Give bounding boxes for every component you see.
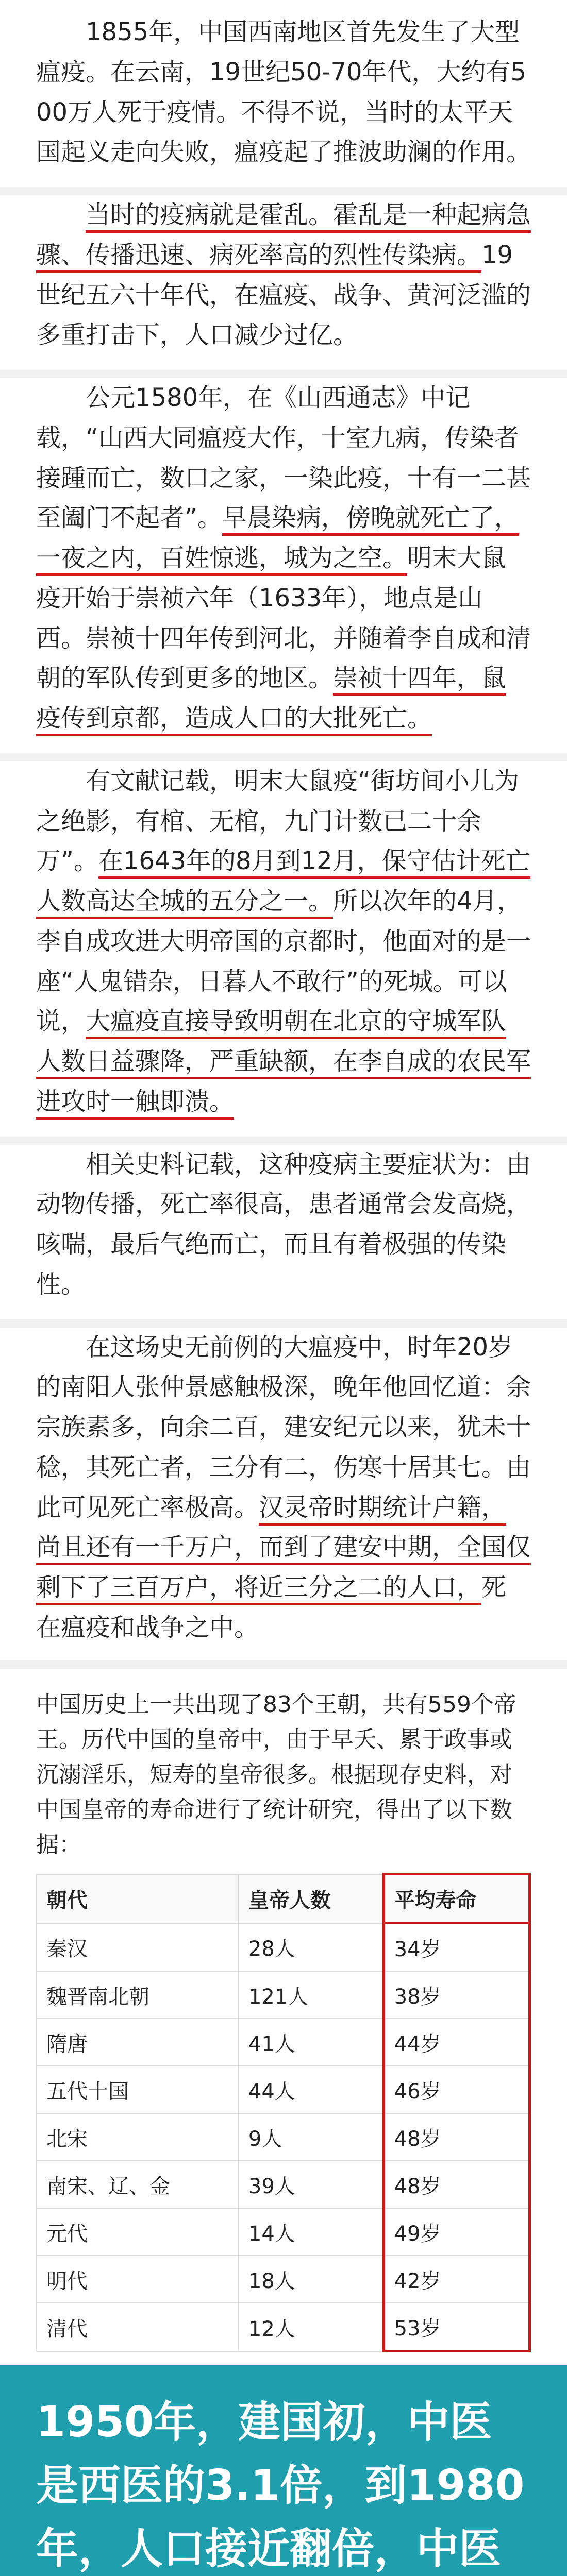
cell-dynasty: 五代十国 bbox=[37, 2066, 239, 2113]
table-row bbox=[37, 2208, 530, 2256]
paragraph-text: 所以次年的4月，李自成攻进大明帝国的京都时，他面对的是一座“人鬼错杂，日暮人不敢行”的死城。可以说， bbox=[36, 887, 531, 1036]
paragraph-text: 公元1580年，在《山西通志》中记载，“山西大同瘟疫大作，十室九病，传染者接踵而亡，数口之家，一染此疫，十有一二甚至阖门不起者”。 bbox=[36, 383, 531, 533]
cell-dynasty: 秦汉 bbox=[37, 1923, 239, 1972]
highlighted-text: 当时的疫病就是霍乱。霍乱是一种起病急骤、传播迅速、病死率高的烈性传染病。 bbox=[36, 200, 531, 273]
section-divider bbox=[0, 753, 567, 761]
table-row bbox=[37, 2113, 530, 2161]
cell-dynasty: 隋唐 bbox=[37, 2019, 239, 2066]
table-row bbox=[37, 1923, 530, 1972]
cell-emperor-count: 41人 bbox=[239, 2019, 383, 2066]
cell-average-lifespan: 48岁 bbox=[383, 2113, 529, 2161]
table-row bbox=[37, 2256, 530, 2303]
table-header-row bbox=[37, 1874, 530, 1923]
cell-emperor-count: 121人 bbox=[239, 1971, 383, 2019]
cell-average-lifespan: 44岁 bbox=[383, 2019, 529, 2066]
article-paragraph bbox=[36, 1328, 531, 1648]
article-paragraph bbox=[36, 378, 531, 739]
table-row bbox=[37, 1971, 530, 2019]
table-row bbox=[37, 2303, 530, 2351]
section-divider bbox=[0, 1137, 567, 1145]
cell-average-lifespan: 38岁 bbox=[383, 1971, 529, 2019]
paragraph-text: 明末大鼠疫开始于崇祯六年（1633年），地点是山西。崇祯十四年传到河北，并随着李自成和清朝的军队传到更多的地区。 bbox=[36, 544, 531, 693]
table-row bbox=[37, 2019, 530, 2066]
cell-emperor-count: 18人 bbox=[239, 2256, 383, 2303]
cell-emperor-count: 28人 bbox=[239, 1923, 383, 1972]
cell-dynasty: 北宋 bbox=[37, 2113, 239, 2161]
paragraph-text: 19世纪五六十年代，在瘟疫、战争、黄河泛滥的多重打击下，人口减少过亿。 bbox=[36, 240, 531, 350]
cell-emperor-count: 9人 bbox=[239, 2113, 383, 2161]
conclusion-banner bbox=[0, 2365, 567, 2576]
cell-dynasty: 魏晋南北朝 bbox=[37, 1971, 239, 2019]
paragraph-text: 1855年，中国西南地区首先发生了大型瘟疫。在云南，19世纪50-70年代，大约有500万人死于疫情。不得不说，当时的太平天国起义走向失败，瘟疫起了推波助澜的作用。 bbox=[36, 18, 531, 167]
highlighted-text: 早晨染病，傍晚就死亡了，一夜之内，百姓惊逃，城为之空。 bbox=[36, 503, 519, 576]
highlighted-text: 崇祯十四年，鼠疫传到京都，造成人口的大批死亡。 bbox=[36, 664, 506, 736]
cell-average-lifespan: 49岁 bbox=[383, 2208, 529, 2256]
cell-emperor-count: 44人 bbox=[239, 2066, 383, 2113]
section-divider bbox=[0, 370, 567, 378]
table-row bbox=[37, 2161, 530, 2208]
paragraph-text: 有文献记载，明末大鼠疫“街坊间小儿为之绝影，有棺、无棺，九门计数已二十余万”。 bbox=[36, 766, 519, 876]
article-paragraph bbox=[36, 761, 531, 1122]
highlighted-text: 大瘟疫直接导致明朝在北京的守城军队人数日益骤降，严重缺额，在李自成的农民军进攻时一触即溃。 bbox=[36, 1007, 531, 1120]
cell-emperor-count: 14人 bbox=[239, 2208, 383, 2256]
cell-average-lifespan: 34岁 bbox=[383, 1923, 529, 1972]
emperor-lifespan-section bbox=[0, 1669, 567, 2365]
article-paragraph bbox=[36, 1145, 531, 1305]
header-dynasty: 朝代 bbox=[37, 1874, 239, 1923]
highlighted-text: 在1643年的8月到12月，保守估计死亡人数高达全城的五分之一。 bbox=[36, 846, 530, 919]
cell-dynasty: 元代 bbox=[37, 2208, 239, 2256]
table-body bbox=[37, 1923, 530, 2351]
section-divider bbox=[0, 187, 567, 195]
header-average-lifespan: 平均寿命 bbox=[383, 1874, 529, 1923]
article-paragraph bbox=[36, 12, 531, 173]
cell-average-lifespan: 46岁 bbox=[383, 2066, 529, 2113]
cell-dynasty: 明代 bbox=[37, 2256, 239, 2303]
cell-emperor-count: 39人 bbox=[239, 2161, 383, 2208]
paragraph-text: 死在瘟疫和战争之中。 bbox=[36, 1573, 507, 1642]
cell-average-lifespan: 48岁 bbox=[383, 2161, 529, 2208]
banner-paragraph-1: 1950年，建国初，中医是西医的3.1倍，到1980年，人口接近翻倍，中医 bbox=[36, 2398, 525, 2574]
emperor-lifespan-table bbox=[36, 1873, 531, 2352]
article-paragraph bbox=[36, 195, 531, 355]
section-divider bbox=[0, 1319, 567, 1328]
cell-average-lifespan: 42岁 bbox=[383, 2256, 529, 2303]
highlighted-text: 汉灵帝时期统计户籍，尚且还有一千万户，而到了建安中期，全国仅剩下了三百万户，将近三分之二的人口， bbox=[36, 1493, 531, 1606]
header-emperor-count: 皇帝人数 bbox=[239, 1874, 383, 1923]
cell-emperor-count: 12人 bbox=[239, 2303, 383, 2351]
cell-average-lifespan: 53岁 bbox=[383, 2303, 529, 2351]
table-row bbox=[37, 2066, 530, 2113]
cell-dynasty: 南宋、辽、金 bbox=[37, 2161, 239, 2208]
paragraph-text: 相关史料记载，这种疫病主要症状为：由动物传播，死亡率很高，患者通常会发高烧，咳喘，最后气绝而亡，而且有着极强的传染性。 bbox=[36, 1149, 531, 1299]
table-intro: 中国历史上一共出现了83个王朝，共有559个帝王。历代中国的皇帝中，由于早夭、累于政事或沉溺淫乐，短寿的皇帝很多。根据现存史料，对中国皇帝的寿命进行了统计研究，得出了以下数据： bbox=[36, 1691, 516, 1858]
cell-dynasty: 清代 bbox=[37, 2303, 239, 2351]
paragraph-text: 在这场史无前例的大瘟疫中，时年20岁的南阳人张仲景感触极深，晚年他回忆道：余宗族素多，向余二百，建安纪元以来，犹未十稔，其死亡者，三分有二，伤寒十居其七。由此可见死亡率极高。 bbox=[36, 1332, 531, 1522]
